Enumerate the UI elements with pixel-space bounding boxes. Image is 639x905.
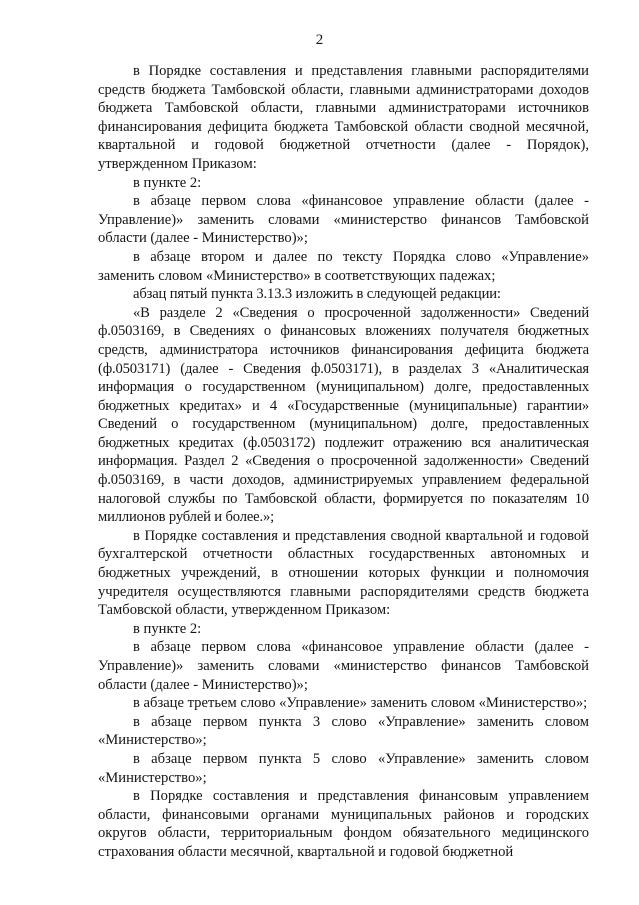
paragraph-point-2-second: в пункте 2: [133,620,202,637]
page-number: 2 [315,32,324,48]
paragraph-third-subparagraph-replace: в абзаце третьем слово «Управление» заменить словом «Министерство»; [133,695,588,712]
paragraph-point-2: в пункте 2: [133,174,202,191]
paragraph-second-subparagraph-replace: в абзаце втором и далее по тексту Порядка слово «Управление» заменить словом «Министерство» в соответствующих падежах; [98,248,589,284]
paragraph-point-5-replace: в абзаце первом пункта 5 слово «Управление» заменить словом «Министерство»; [98,750,589,786]
paragraph-quoted-new-wording: «В разделе 2 «Сведения о просроченной задолженности» Сведений ф.0503169, в Сведениях о финансовых вложениях получателя бюджетных средств, администратора источников финансирования дефицита бюджета (ф.0503171) (далее - Сведения ф.0503171), в разделах 3 «Аналитическая информация о государственном (муниципальном) долге, предоставленных бюджетных кредитах» и 4 «Государственные (муниципальные) гарантии» Сведений о государственном (муниципальном) долге, предоставленных бюджетных кредитах (ф.0503172) подлежит отражению вся аналитическая информация. Раздел 2 «Сведения о просроченной задолженности» Сведений ф.0503169, в части доходов, администрируемых управлением федеральной налоговой службы по Тамбовской области, формируется по показателям 10 миллионов рублей и более.»; [98,304,589,526]
paragraph-subparagraph-five-new-wording: абзац пятый пункта 3.13.3 изложить в следующей редакции: [133,286,501,303]
paragraph-first-subparagraph-replace: в абзаце первом слова «финансовое управление области (далее - Управление)» заменить словами «министерство финансов Тамбовской области (далее - Министерство)»; [98,193,589,247]
paragraph-consolidated-reporting-order: в Порядке составления и представления сводной квартальной и годовой бухгалтерской отчетности областных государственных автономных и бюджетных учреждений, в отношении которых функции и полномочия учредителя осуществляются главными распорядителями средств бюджета Тамбовской области, утвержденном Приказом: [98,527,589,619]
paragraph-first-subparagraph-replace-second: в абзаце первом слова «финансовое управление области (далее - Управление)» заменить словами «министерство финансов Тамбовской области (далее - Министерство)»; [98,639,589,693]
paragraph-order-reporting-intro: в Порядке составления и представления главными распорядителями средств бюджета Тамбовской области, главными администраторами доходов бюджета Тамбовской области, главными администраторами источников финансирования дефицита бюджета Тамбовской области сводной месячной, квартальной и годовой бюджетной отчетности (далее - Порядок), утвержденном Приказом: [98,63,589,172]
document-body [98,62,589,862]
paragraph-financial-authorities-order: в Порядке составления и представления финансовым управлением области, финансовыми органами муниципальных районов и городских округов области, территориальным фондом обязательного медицинского страхования области месячной, квартальной и годовой бюджетной [98,788,589,860]
paragraph-point-3-replace: в абзаце первом пункта 3 слово «Управление» заменить словом «Министерство»; [98,713,589,749]
